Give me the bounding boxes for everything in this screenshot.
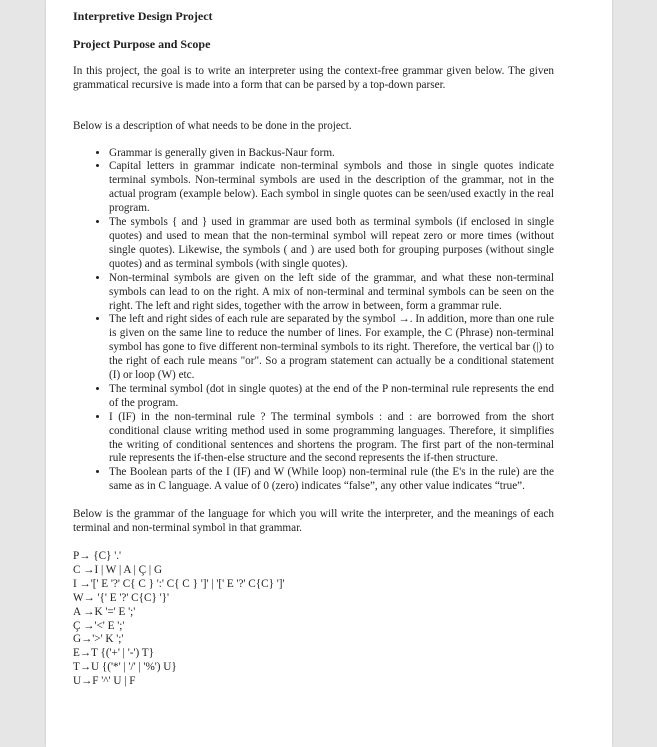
doc-title: Interpretive Design Project (73, 9, 213, 23)
list-item: • The left and right sides of each rule are separated by the symbol →. In addition, more than one rule is given on the same line to reduce the number of lines. For example, the C (Phrase) non-terminal symbol has gone to five different non-terminal symbols to its right. Therefore, the vertical bar (|) to the right of each rule means "or". So a program statement can actually be a conditional statement (I) or loop (W) etc. (109, 313, 554, 383)
grammar-rule: Ç →'<' E ';' (73, 619, 125, 632)
list-item: • Capital letters in grammar indicate non-terminal symbols and those in single quotes indicate terminal symbols. Non-terminal symbols are used in the description of the grammar, not in the actual program (example below). Each symbol in single quotes can be seen/used exactly in the real program. (109, 160, 554, 216)
grammar-rule: C →I | W | A | Ç | G (73, 563, 163, 576)
grammar-rule: W→ '{' E '?' C{C} '}' (73, 591, 170, 604)
description-lead: Below is a description of what needs to be done in the project. (73, 119, 352, 132)
list-item: • The symbols { and } used in grammar are used both as terminal symbols (if enclosed in single quotes) and used to mean that the non-terminal symbol will repeat zero or more times (without single quotes). Likewise, the symbols ( and ) are used both for grouping purposes (without single quotes) and as terminal symbols (with single quotes). (109, 216, 554, 272)
grammar-lead: Below is the grammar of the language for which you will write the interpreter, and the meanings of each terminal and non-terminal symbol in that grammar. (73, 508, 554, 535)
grammar-rule: E→T {('+' | '-') T} (73, 647, 154, 660)
grammar-rule: U→F '^' U | F (73, 675, 136, 688)
grammar-block (73, 550, 554, 689)
grammar-rule: T→U {('*' | '/' | '%') U} (73, 661, 177, 674)
grammar-rule: G→'>' K ';' (73, 633, 124, 646)
intro-paragraph: In this project, the goal is to write an interpreter using the context-free grammar given below. The given grammatical recursive is made into a form that can be parsed by a top-down parser. (73, 64, 554, 91)
list-item: • The terminal symbol (dot in single quotes) at the end of the P non-terminal rule represents the end of the program. (109, 383, 554, 411)
section-heading: Project Purpose and Scope (73, 36, 211, 51)
grammar-rule: P→ {C} '.' (73, 550, 122, 562)
grammar-rule: A →K '=' E ';' (73, 605, 136, 618)
document-page (46, 0, 612, 747)
list-item: • The Boolean parts of the I (IF) and W (While loop) non-terminal rule (the E's in the rule) are the same as in C language. A value of 0 (zero) indicates “false”, any other value indicates “true”. (109, 466, 554, 494)
list-item: • Non-terminal symbols are given on the left side of the grammar, and what these non-terminal symbols can lead to on the right. A mix of non-terminal and terminal symbols can be seen on the right. The left and right sides, together with the arrow in between, form a grammar rule. (109, 272, 554, 314)
document-content (73, 10, 554, 689)
list-item: • Grammar is generally given in Backus-Naur form. (109, 147, 554, 161)
grammar-rule: I →'[' E '?' C{ C } ':' C{ C } ']' | '[' E '?' C{C} ']' (73, 577, 285, 590)
list-item: • I (IF) in the non-terminal rule ? The terminal symbols : and : are borrowed from the short conditional clause writing method used in some programming languages. Therefore, it simplifies the writing of conditional sentences and shortens the program. The first part of the non-terminal rule represents the if-then-else structure and the second represents the if-then structure. (109, 411, 554, 467)
rules-list (73, 147, 554, 495)
